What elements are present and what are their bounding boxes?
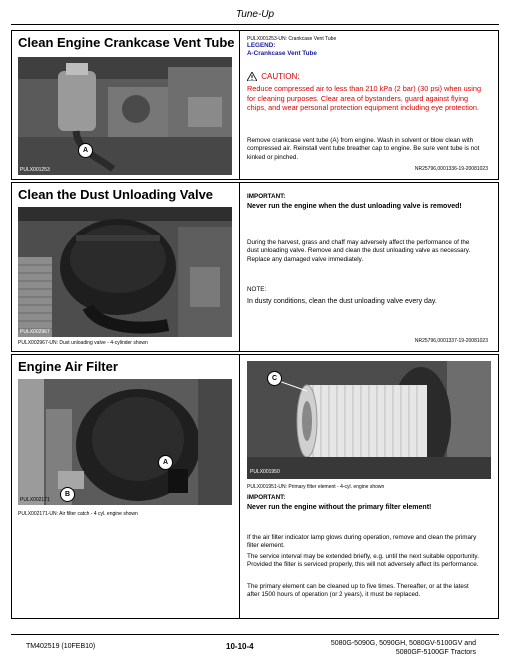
air-filter-paragraph-3: The primary element can be cleaned up to five times. Thereafter, or at the latest after 1500 hours of operation (or 2 years), it must be replaced. [247,583,469,599]
callout-a: A [78,143,93,158]
legend-item: A-Crankcase Vent Tube [247,50,317,57]
important-text: Never run the engine when the dust unloading valve is removed! [247,203,462,210]
footer-page-number: 10-10-4 [226,642,254,651]
footer-models [331,639,476,657]
column-divider [239,183,240,351]
section-title: Engine Air Filter [18,359,118,374]
header-rule [11,24,499,25]
air-filter-paragraph-1: If the air filter indicator lamp glows during operation, remove and clean the primary filter element. [247,534,477,550]
important-label: IMPORTANT: [247,494,286,501]
crankcase-vent-photo [18,57,232,175]
section-dust-unloading-valve [11,182,499,352]
column-divider [239,355,240,618]
image-id: PULX001253 [20,167,50,173]
important-label: IMPORTANT: [247,193,286,200]
footer-models-line-1: 5080G-5090G, 5090GH, 5080GV-5100GV and [330,640,476,647]
primary-filter-photo [247,361,491,479]
section-title: Clean the Dust Unloading Valve [18,187,214,202]
air-filter-catch-caption: PULX002171-UN: Air filter catch - 4 cyl. engine shown [18,511,138,517]
legend-caption: PULX001253-UN: Crankcase Vent Tube [247,36,337,42]
dust-valve-caption: PULX002967-UN: Dust unloading valve - 4-cylinder shown [18,340,148,346]
section-title: Clean Engine Crankcase Vent Tube [18,35,235,50]
primary-filter-caption: PULX001951-UN: Primary filter element - 4-cyl. engine shown [247,484,385,490]
reference-code: NR25796,0001336-19-20081023 [414,166,488,172]
callout-c: C [267,371,282,386]
caution-block [247,72,483,84]
callout-a: A [158,455,173,470]
note-text: In dusty conditions, clean the dust unloading valve every day. [247,298,437,305]
callout-b: B [60,487,75,502]
footer-models-line-2: 5080GF-5100GF Tractors [395,649,476,656]
dust-valve-photo [18,207,232,337]
footer-doc-id: TM402519 (10FEB10) [26,643,96,650]
image-id-right: PULX001950 [250,469,280,475]
caution-text: Reduce compressed air to less than 210 kPa (2 bar) (30 psi) when using for cleaning purposes. Clear area of bystanders, guard against flying chips, and wear personal protection equipment including eye protection. [247,84,482,113]
caution-label: CAUTION: [261,72,300,81]
air-filter-catch-photo [18,379,232,505]
column-divider [239,31,240,179]
note-label: NOTE: [247,286,267,293]
section-engine-air-filter [11,354,499,619]
important-text: Never run the engine without the primary filter element! [247,504,432,511]
air-filter-paragraph-2: The service interval may be extended briefly, e.g. until the next suitable opportunity. Provided the filter is serviced properly, this will not adversely affect its performance. [247,553,479,569]
image-id: PULX002967 [20,329,50,335]
warning-icon [247,72,257,84]
dust-valve-instructions: During the harvest, grass and chaff may adversely affect the performance of the dust unloading valve. Remove and clean the dust unloading valve as necessary. Replace any damaged valve immediately. [247,239,471,263]
vent-tube-instructions: Remove crankcase vent tube (A) from engine. Wash in solvent or blow clean with compressed air. Reinstall vent tube breather cap to engine. Be sure vent tube is not kinked or pinched. [247,137,480,161]
footer-rule [11,634,499,635]
image-id-left: PULX002171 [20,497,50,503]
page-header-title: Tune-Up [235,9,275,20]
reference-code: NR25796,0001337-19-20081023 [414,338,488,344]
section-crankcase-vent-tube [11,30,499,180]
legend-heading: LEGEND: [247,42,276,49]
